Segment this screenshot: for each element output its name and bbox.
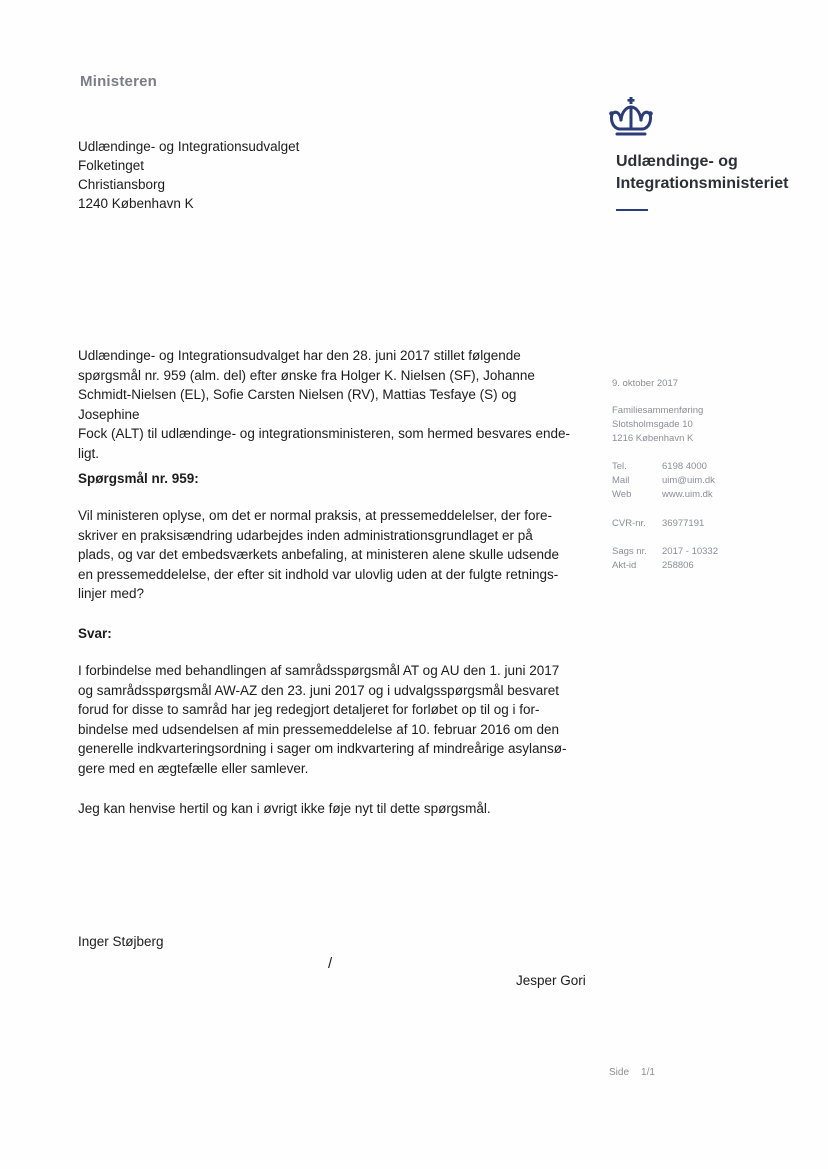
contact-block bbox=[612, 460, 715, 502]
ministry-name bbox=[616, 151, 788, 195]
closing-paragraph: Jeg kan henvise hertil og kan i øvrigt ikke føje nyt til dette spørgsmål. bbox=[78, 801, 491, 816]
text-line: generelle indkvarteringsordning i sager om indkvartering af mindreårige asylansø- bbox=[78, 741, 567, 756]
question-paragraph bbox=[78, 506, 578, 604]
official-signature: Jesper Gori bbox=[516, 973, 586, 988]
recipient-line: 1240 København K bbox=[78, 196, 194, 211]
minister-signature: Inger Støjberg bbox=[78, 934, 164, 949]
signature-separator: / bbox=[328, 955, 333, 972]
text-line: forud for disse to samråd har jeg redegjort detaljeret for forløbet op til og i for- bbox=[78, 702, 540, 717]
recipient-line: Folketinget bbox=[78, 158, 145, 173]
page-label: Side bbox=[609, 1067, 630, 1078]
letter-date: 9. oktober 2017 bbox=[612, 378, 679, 389]
department-line: 1216 København K bbox=[612, 433, 694, 444]
intro-paragraph bbox=[78, 346, 578, 463]
text-line: og samrådsspørgsmål AW-AZ den 23. juni 2017 og i udvalgsspørgsmål besvaret bbox=[78, 682, 559, 698]
case-id-row bbox=[612, 559, 718, 573]
department-address bbox=[612, 404, 703, 446]
phone-value: 6198 4000 bbox=[662, 461, 707, 472]
text-line: skriver en praksisændring udarbejdes inden administrationsgrundlaget er på bbox=[78, 527, 533, 543]
contact-row bbox=[612, 474, 715, 488]
contact-label: Web bbox=[612, 489, 632, 500]
text-line: Udlændinge- og Integrationsudvalget har den 28. juni 2017 stillet følgende bbox=[78, 348, 521, 363]
web-value: www.uim.dk bbox=[662, 489, 713, 500]
case-id-label: Sags nr. bbox=[612, 546, 647, 557]
crown-icon bbox=[606, 96, 656, 138]
cvr-value: 36977191 bbox=[662, 518, 705, 529]
text-line: I forbindelse med behandlingen af samrådsspørgsmål AT og AU den 1. juni 2017 bbox=[78, 663, 560, 678]
text-line: ligt. bbox=[78, 445, 100, 461]
answer-heading: Svar: bbox=[78, 626, 112, 641]
case-number-value: 2017 - 10332 bbox=[662, 546, 718, 557]
text-line: plads, og var det embedsværkets anbefaling, at ministeren alene skulle udsende bbox=[78, 547, 560, 562]
text-line: Vil ministeren oplyse, om det er normal praksis, at pressemeddelelser, der fore- bbox=[78, 508, 552, 523]
recipient-address bbox=[78, 137, 299, 213]
text-line: bindelse med udsendelsen af min pressemeddelelse af 10. februar 2016 om den bbox=[78, 721, 560, 737]
ministry-name-line: Udlændinge- og bbox=[616, 153, 738, 170]
text-line: linjer med? bbox=[78, 586, 145, 601]
contact-row bbox=[612, 488, 715, 502]
text-line: Schmidt-Nielsen (EL), Sofie Carsten Nielsen (RV), Mattias Tesfaye (S) og Josephine bbox=[78, 387, 517, 422]
question-heading: Spørgsmål nr. 959: bbox=[78, 471, 199, 486]
text-line: en pressemeddelelse, der efter sit indhold var ulovlig uden at der fulgte retnings- bbox=[78, 566, 559, 582]
text-line: spørgsmål nr. 959 (alm. del) efter ønske fra Holger K. Nielsen (SF), Johanne bbox=[78, 367, 535, 383]
department-line: Familiesammenføring bbox=[612, 405, 704, 416]
cvr-label: CVR-nr. bbox=[612, 518, 646, 529]
text-line: Fock (ALT) til udlændinge- og integrationsministeren, som hermed besvares ende- bbox=[78, 426, 570, 441]
contact-label: Mail bbox=[612, 475, 630, 486]
contact-row bbox=[612, 460, 715, 474]
recipient-line: Christiansborg bbox=[78, 177, 166, 192]
case-id-row bbox=[612, 545, 718, 559]
case-id-label: Akt-id bbox=[612, 560, 637, 571]
act-id-value: 258806 bbox=[662, 560, 694, 571]
answer-paragraph bbox=[78, 661, 578, 778]
text-line: gere med en ægtefælle eller samlever. bbox=[78, 760, 309, 776]
email-value: uim@uim.dk bbox=[662, 475, 715, 486]
page-number bbox=[609, 1067, 667, 1078]
department-line: Slotsholmsgade 10 bbox=[612, 419, 693, 430]
recipient-line: Udlændinge- og Integrationsudvalget bbox=[78, 139, 300, 154]
cvr-row bbox=[612, 517, 704, 531]
page-value: 1/1 bbox=[641, 1067, 655, 1078]
ministry-divider bbox=[616, 209, 648, 211]
case-ids bbox=[612, 545, 718, 573]
contact-label: Tel. bbox=[612, 461, 627, 472]
ministry-name-line: Integrationsministeriet bbox=[616, 175, 789, 192]
page-title: Ministeren bbox=[80, 73, 158, 90]
